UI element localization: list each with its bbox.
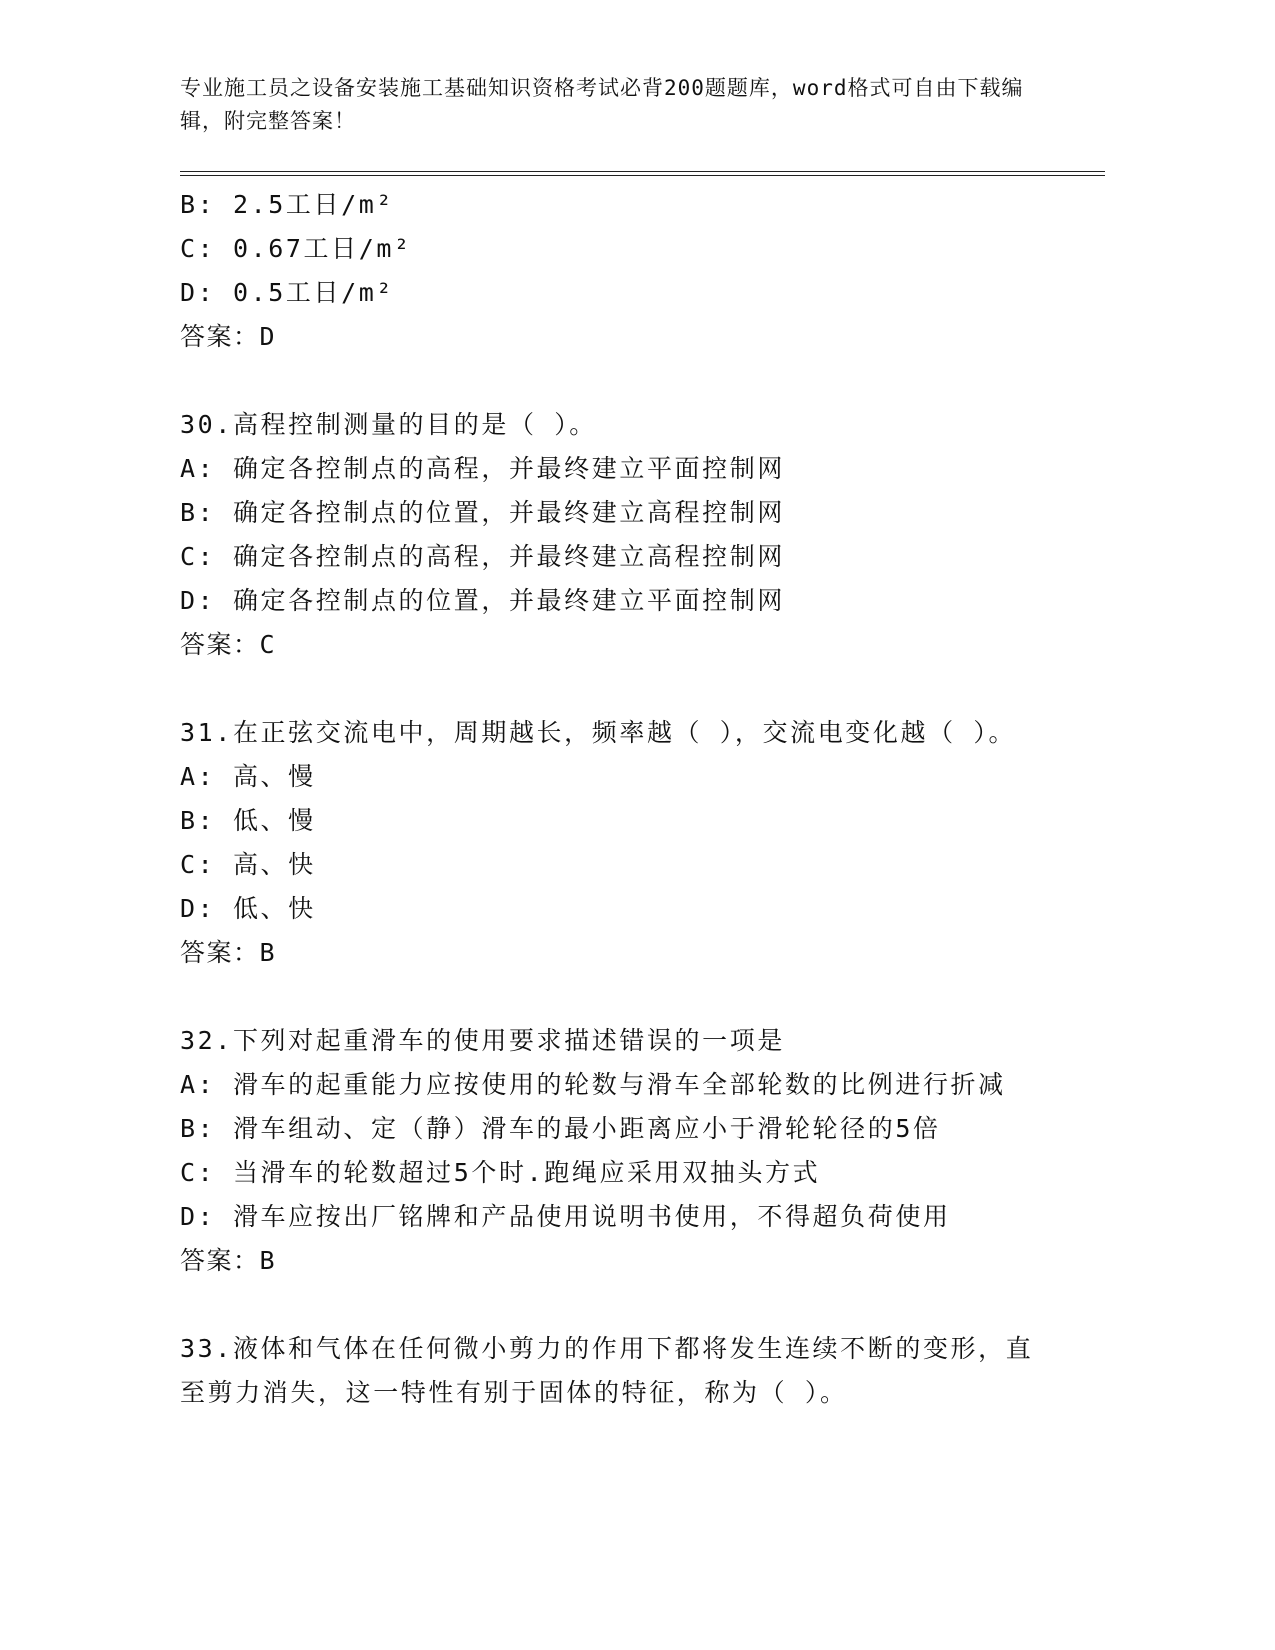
option-b: B: 确定各控制点的位置，并最终建立高程控制网 [180, 498, 785, 527]
document-header [180, 72, 1060, 138]
answer-line: 答案：B [180, 938, 277, 967]
question-list [180, 183, 1080, 1415]
option-a: A: 确定各控制点的高程，并最终建立平面控制网 [180, 454, 785, 483]
option-b: B: 滑车组动、定（静）滑车的最小距离应小于滑轮轮径的5倍 [180, 1114, 941, 1143]
header-title: 专业施工员之设备安装施工基础知识资格考试必背200题题库，word格式可自由下载编辑，附完整答案！ [180, 76, 1024, 133]
question-stem: 32.下列对起重滑车的使用要求描述错误的一项是 [180, 1026, 785, 1055]
question-stem: 30.高程控制测量的目的是（ ）。 [180, 410, 597, 439]
option-d: D: 滑车应按出厂铭牌和产品使用说明书使用，不得超负荷使用 [180, 1202, 951, 1231]
option-c: C: 高、快 [180, 850, 316, 879]
option-c: C: 确定各控制点的高程，并最终建立高程控制网 [180, 542, 785, 571]
option-d: D: 确定各控制点的位置，并最终建立平面控制网 [180, 586, 785, 615]
option-b: B: 低、慢 [180, 806, 316, 835]
option-d: D: 0.5工日/m² [180, 278, 395, 307]
question-stem: 31.在正弦交流电中，周期越长，频率越（ ），交流电变化越（ ）。 [180, 718, 1017, 747]
answer-line: 答案：C [180, 630, 277, 659]
answer-line: 答案：D [180, 322, 277, 351]
spacer [180, 667, 1080, 711]
spacer [180, 1283, 1080, 1327]
option-b: B: 2.5工日/m² [180, 190, 395, 219]
spacer [180, 975, 1080, 1019]
header-divider-top [180, 171, 1105, 172]
option-d: D: 低、快 [180, 894, 316, 923]
question-stem-continued: 至剪力消失，这一特性有别于固体的特征，称为（ ）。 [180, 1378, 848, 1407]
option-c: C: 0.67工日/m² [180, 234, 412, 263]
header-divider-bottom [180, 175, 1105, 176]
option-a: A: 滑车的起重能力应按使用的轮数与滑车全部轮数的比例进行折减 [180, 1070, 1006, 1099]
answer-line: 答案：B [180, 1246, 277, 1275]
question-stem: 33.液体和气体在任何微小剪力的作用下都将发生连续不断的变形，直 [180, 1334, 1034, 1363]
spacer [180, 359, 1080, 403]
option-a: A: 高、慢 [180, 762, 316, 791]
option-c: C: 当滑车的轮数超过5个时.跑绳应采用双抽头方式 [180, 1158, 821, 1187]
